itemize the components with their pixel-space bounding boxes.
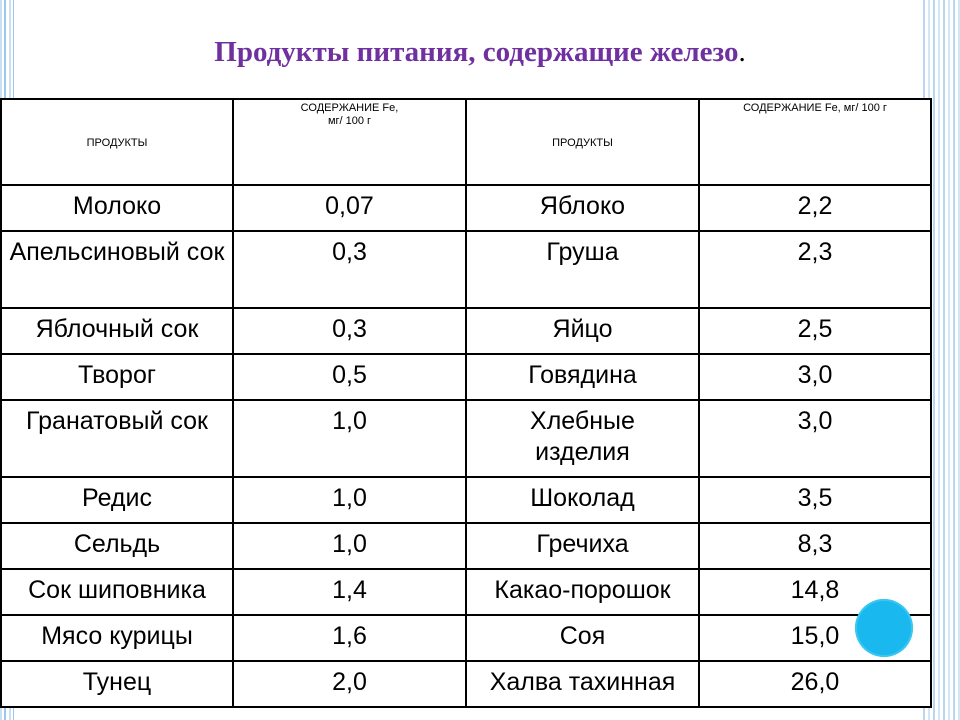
product-name-cell: Молоко bbox=[1, 185, 233, 231]
fe-value-cell: 0,3 bbox=[233, 231, 466, 308]
fe-value-cell: 2,0 bbox=[233, 661, 466, 707]
header-products-1: ПРОДУКТЫ bbox=[1, 99, 233, 185]
blue-circle-decoration bbox=[855, 599, 913, 657]
product-name-cell: Халва тахинная bbox=[466, 661, 699, 707]
fe-value-cell: 0,07 bbox=[233, 185, 466, 231]
header-fe-content-1: СОДЕРЖАНИЕ Fe, мг/ 100 г bbox=[233, 99, 466, 185]
product-name-cell: Гречиха bbox=[466, 523, 699, 569]
iron-content-table bbox=[0, 98, 932, 708]
product-name-cell: Сок шиповника bbox=[1, 569, 233, 615]
product-name-cell: Творог bbox=[1, 354, 233, 400]
slide-title-dot: . bbox=[738, 36, 746, 68]
product-name-cell: Хлебные изделия bbox=[466, 400, 699, 477]
product-name-cell: Сельдь bbox=[1, 523, 233, 569]
fe-value-cell: 0,3 bbox=[233, 308, 466, 354]
product-name-cell: Соя bbox=[466, 615, 699, 661]
fe-value-cell: 1,6 bbox=[233, 615, 466, 661]
fe-value-cell: 3,0 bbox=[699, 354, 931, 400]
table-row bbox=[1, 569, 931, 615]
fe-value-cell: 1,0 bbox=[233, 523, 466, 569]
product-name-cell: Мясо курицы bbox=[1, 615, 233, 661]
fe-value-cell: 0,5 bbox=[233, 354, 466, 400]
product-name-cell: Редис bbox=[1, 477, 233, 523]
slide-title-text: Продукты питания, содержащие железо bbox=[214, 36, 739, 68]
fe-value-cell: 26,0 bbox=[699, 661, 931, 707]
table-row bbox=[1, 661, 931, 707]
fe-value-cell: 3,5 bbox=[699, 477, 931, 523]
table-row bbox=[1, 354, 931, 400]
fe-value-cell: 2,3 bbox=[699, 231, 931, 308]
table-header-row bbox=[1, 99, 931, 185]
fe-value-cell: 3,0 bbox=[699, 400, 931, 477]
fe-value-cell: 2,5 bbox=[699, 308, 931, 354]
fe-value-cell: 15,0 bbox=[699, 615, 931, 661]
header-products-2: ПРОДУКТЫ bbox=[466, 99, 699, 185]
product-name-cell: Говядина bbox=[466, 354, 699, 400]
fe-value-cell: 8,3 bbox=[699, 523, 931, 569]
table-row bbox=[1, 185, 931, 231]
product-name-cell: Яблочный сок bbox=[1, 308, 233, 354]
fe-value-cell: 1,0 bbox=[233, 477, 466, 523]
table-row bbox=[1, 400, 931, 477]
product-name-cell: Груша bbox=[466, 231, 699, 308]
fe-value-cell: 14,8 bbox=[699, 569, 931, 615]
product-name-cell: Гранатовый сок bbox=[1, 400, 233, 477]
product-name-cell: Яблоко bbox=[466, 185, 699, 231]
product-name-cell: Яйцо bbox=[466, 308, 699, 354]
table-row bbox=[1, 523, 931, 569]
table-row bbox=[1, 477, 931, 523]
product-name-cell: Шоколад bbox=[466, 477, 699, 523]
header-fe-content-2: СОДЕРЖАНИЕ Fe, мг/ 100 г bbox=[699, 99, 931, 185]
fe-value-cell: 2,2 bbox=[699, 185, 931, 231]
product-name-cell: Тунец bbox=[1, 661, 233, 707]
table-row bbox=[1, 308, 931, 354]
product-name-cell: Апельсиновый сок bbox=[1, 231, 233, 308]
table-row bbox=[1, 615, 931, 661]
slide-title bbox=[0, 36, 960, 69]
fe-value-cell: 1,0 bbox=[233, 400, 466, 477]
product-name-cell: Какао-порошок bbox=[466, 569, 699, 615]
table-row bbox=[1, 231, 931, 308]
fe-value-cell: 1,4 bbox=[233, 569, 466, 615]
